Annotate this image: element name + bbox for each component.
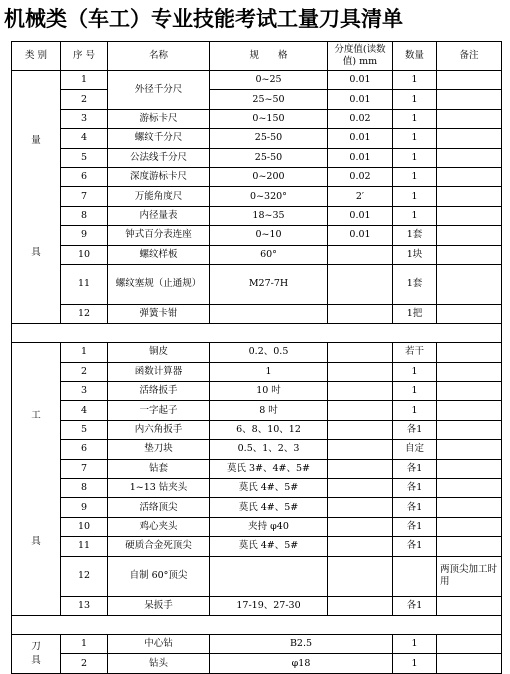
cell-remark bbox=[437, 148, 502, 167]
cell-remark bbox=[437, 634, 502, 653]
cell-remark bbox=[437, 420, 502, 439]
cell-name: 公法线千分尺 bbox=[108, 148, 210, 167]
cell-remark bbox=[437, 382, 502, 401]
cell-precision bbox=[328, 459, 393, 478]
cell-qty: 1 bbox=[393, 167, 437, 186]
cell-qty: 1 bbox=[393, 90, 437, 109]
category-label: 工 bbox=[31, 410, 41, 422]
cell-spec: 18~35 bbox=[210, 206, 328, 225]
cell-qty: 各1 bbox=[393, 498, 437, 517]
table-row bbox=[12, 109, 502, 128]
cell-name: 游标卡尺 bbox=[108, 109, 210, 128]
cell-remark bbox=[437, 654, 502, 673]
cell-spec: 0~320° bbox=[210, 187, 328, 206]
table-row bbox=[12, 479, 502, 498]
category-cutting bbox=[12, 634, 61, 673]
cell-no: 1 bbox=[61, 71, 108, 90]
table-row bbox=[12, 148, 502, 167]
cell-qty: 1套 bbox=[393, 264, 437, 304]
table-row bbox=[12, 382, 502, 401]
cell-qty: 各1 bbox=[393, 517, 437, 536]
spacer-row bbox=[12, 615, 502, 634]
spacer-cell bbox=[12, 324, 502, 343]
cell-qty: 1 bbox=[393, 187, 437, 206]
category-label: 具 bbox=[31, 247, 41, 259]
header-category: 类 别 bbox=[12, 42, 61, 71]
cell-qty: 若干 bbox=[393, 343, 437, 362]
header-qty: 数量 bbox=[393, 42, 437, 71]
cell-precision bbox=[328, 556, 393, 596]
table-row bbox=[12, 556, 502, 596]
table-row bbox=[12, 226, 502, 245]
cell-precision: 0.01 bbox=[328, 129, 393, 148]
cell-no: 2 bbox=[61, 90, 108, 109]
cell-no: 3 bbox=[61, 109, 108, 128]
table-row bbox=[12, 167, 502, 186]
cell-no: 2 bbox=[61, 654, 108, 673]
cell-name: 1~13 钻夹头 bbox=[108, 479, 210, 498]
cell-remark bbox=[437, 264, 502, 304]
cell-qty: 1 bbox=[393, 206, 437, 225]
cell-spec: 0~200 bbox=[210, 167, 328, 186]
cell-name: 螺纹塞规（止通规） bbox=[108, 264, 210, 304]
cell-precision bbox=[328, 479, 393, 498]
cell-qty bbox=[393, 556, 437, 596]
cell-no: 4 bbox=[61, 401, 108, 420]
cell-qty: 各1 bbox=[393, 420, 437, 439]
cell-spec: B2.5 bbox=[210, 634, 393, 653]
cell-name: 钻头 bbox=[108, 654, 210, 673]
table-row bbox=[12, 71, 502, 90]
cell-spec: M27-7H bbox=[210, 264, 328, 304]
cell-remark: 两顶尖加工时用 bbox=[437, 556, 502, 596]
cell-no: 9 bbox=[61, 498, 108, 517]
cell-no: 7 bbox=[61, 459, 108, 478]
page-title: 机械类（车工）专业技能考试工量刀具清单 bbox=[4, 7, 403, 31]
cell-precision bbox=[328, 537, 393, 556]
cell-spec: 25~50 bbox=[210, 90, 328, 109]
cell-remark bbox=[437, 90, 502, 109]
header-seq: 序 号 bbox=[61, 42, 108, 71]
cell-precision bbox=[328, 420, 393, 439]
cell-remark bbox=[437, 459, 502, 478]
cell-remark bbox=[437, 479, 502, 498]
cell-precision: 0.01 bbox=[328, 90, 393, 109]
cell-remark bbox=[437, 517, 502, 536]
cell-precision: 0.02 bbox=[328, 167, 393, 186]
cell-precision: 2′ bbox=[328, 187, 393, 206]
cell-no: 5 bbox=[61, 148, 108, 167]
cell-qty: 1 bbox=[393, 382, 437, 401]
cell-qty: 各1 bbox=[393, 596, 437, 615]
cell-spec: 1 bbox=[210, 362, 328, 381]
cell-precision bbox=[328, 362, 393, 381]
cell-qty: 1 bbox=[393, 362, 437, 381]
cell-name: 外径千分尺 bbox=[108, 71, 210, 110]
category-tools bbox=[12, 343, 61, 616]
cell-no: 10 bbox=[61, 517, 108, 536]
cell-no: 10 bbox=[61, 245, 108, 264]
cell-precision bbox=[328, 382, 393, 401]
table-row bbox=[12, 517, 502, 536]
table-row bbox=[12, 264, 502, 304]
cell-remark bbox=[437, 498, 502, 517]
cell-name: 弹簧卡钳 bbox=[108, 304, 210, 323]
table-row bbox=[12, 187, 502, 206]
header-remark: 备注 bbox=[437, 42, 502, 71]
table-row bbox=[12, 634, 502, 653]
cell-name: 钻套 bbox=[108, 459, 210, 478]
cell-name: 钟式百分表连座 bbox=[108, 226, 210, 245]
cell-qty: 1 bbox=[393, 129, 437, 148]
cell-qty: 各1 bbox=[393, 479, 437, 498]
cell-qty: 1把 bbox=[393, 304, 437, 323]
table-row bbox=[12, 401, 502, 420]
cell-qty: 1套 bbox=[393, 226, 437, 245]
cell-name: 内径量表 bbox=[108, 206, 210, 225]
table-row bbox=[12, 362, 502, 381]
cell-qty: 各1 bbox=[393, 537, 437, 556]
cell-no: 11 bbox=[61, 537, 108, 556]
cell-no: 12 bbox=[61, 304, 108, 323]
cell-spec: 0~150 bbox=[210, 109, 328, 128]
table-row bbox=[12, 537, 502, 556]
cell-precision bbox=[328, 440, 393, 459]
cell-precision: 0.01 bbox=[328, 206, 393, 225]
cell-name: 铜皮 bbox=[108, 343, 210, 362]
cell-name: 呆扳手 bbox=[108, 596, 210, 615]
cell-spec bbox=[210, 556, 328, 596]
cell-spec: 莫氏 3#、4#、5# bbox=[210, 459, 328, 478]
cell-no: 9 bbox=[61, 226, 108, 245]
cell-precision: 0.02 bbox=[328, 109, 393, 128]
cell-precision: 0.01 bbox=[328, 148, 393, 167]
cell-qty: 1 bbox=[393, 109, 437, 128]
cell-qty: 1 bbox=[393, 401, 437, 420]
table-row bbox=[12, 206, 502, 225]
cell-name: 活络顶尖 bbox=[108, 498, 210, 517]
cell-no: 2 bbox=[61, 362, 108, 381]
cell-name: 内六角扳手 bbox=[108, 420, 210, 439]
table-row bbox=[12, 459, 502, 478]
cell-remark bbox=[437, 167, 502, 186]
cell-spec: 60° bbox=[210, 245, 328, 264]
cell-qty: 1块 bbox=[393, 245, 437, 264]
cell-name: 硬质合金死顶尖 bbox=[108, 537, 210, 556]
cell-spec: 6、8、10、12 bbox=[210, 420, 328, 439]
cell-no: 4 bbox=[61, 129, 108, 148]
category-label: 刀 bbox=[31, 640, 41, 652]
cell-qty: 1 bbox=[393, 148, 437, 167]
cell-no: 7 bbox=[61, 187, 108, 206]
cell-precision bbox=[328, 498, 393, 517]
cell-spec bbox=[210, 304, 328, 323]
table-row bbox=[12, 129, 502, 148]
cell-spec: 0~25 bbox=[210, 71, 328, 90]
cell-remark bbox=[437, 187, 502, 206]
cell-qty: 1 bbox=[393, 71, 437, 90]
cell-name: 活络扳手 bbox=[108, 382, 210, 401]
cell-precision bbox=[328, 245, 393, 264]
cell-name: 一字起子 bbox=[108, 401, 210, 420]
tool-list-table bbox=[11, 41, 502, 674]
cell-qty: 1 bbox=[393, 654, 437, 673]
cell-spec: 8 吋 bbox=[210, 401, 328, 420]
cell-no: 6 bbox=[61, 167, 108, 186]
spacer-row bbox=[12, 324, 502, 343]
cell-remark bbox=[437, 401, 502, 420]
cell-precision: 0.01 bbox=[328, 71, 393, 90]
cell-name: 中心钻 bbox=[108, 634, 210, 653]
table-row bbox=[12, 654, 502, 673]
cell-name: 螺纹样板 bbox=[108, 245, 210, 264]
table-row bbox=[12, 245, 502, 264]
cell-name: 鸡心夹头 bbox=[108, 517, 210, 536]
cell-no: 5 bbox=[61, 420, 108, 439]
cell-spec: 10 吋 bbox=[210, 382, 328, 401]
cell-qty: 1 bbox=[393, 634, 437, 653]
cell-remark bbox=[437, 129, 502, 148]
cell-spec: 莫氏 4#、5# bbox=[210, 498, 328, 517]
category-label: 具 bbox=[31, 536, 41, 548]
table-row bbox=[12, 596, 502, 615]
category-label: 量 bbox=[31, 135, 41, 147]
cell-remark bbox=[437, 71, 502, 90]
cell-spec: φ18 bbox=[210, 654, 393, 673]
cell-name: 函数计算器 bbox=[108, 362, 210, 381]
cell-no: 13 bbox=[61, 596, 108, 615]
cell-no: 3 bbox=[61, 382, 108, 401]
header-row bbox=[12, 42, 502, 71]
cell-precision bbox=[328, 343, 393, 362]
cell-spec: 0.2、0.5 bbox=[210, 343, 328, 362]
cell-no: 1 bbox=[61, 634, 108, 653]
cell-name: 螺纹千分尺 bbox=[108, 129, 210, 148]
cell-spec: 莫氏 4#、5# bbox=[210, 479, 328, 498]
cell-qty: 各1 bbox=[393, 459, 437, 478]
header-name: 名称 bbox=[108, 42, 210, 71]
spacer-cell bbox=[12, 615, 502, 634]
cell-no: 1 bbox=[61, 343, 108, 362]
table-row bbox=[12, 90, 502, 109]
cell-name: 万能角度尺 bbox=[108, 187, 210, 206]
category-measuring bbox=[12, 71, 61, 324]
category-label: 具 bbox=[31, 654, 41, 666]
cell-no: 6 bbox=[61, 440, 108, 459]
cell-name: 垫刀块 bbox=[108, 440, 210, 459]
cell-spec: 莫氏 4#、5# bbox=[210, 537, 328, 556]
cell-spec: 17-19、27-30 bbox=[210, 596, 328, 615]
cell-precision bbox=[328, 517, 393, 536]
header-precision: 分度值(读数值) mm bbox=[328, 42, 393, 71]
cell-remark bbox=[437, 226, 502, 245]
header-spec: 规 格 bbox=[210, 42, 328, 71]
cell-no: 8 bbox=[61, 206, 108, 225]
cell-precision bbox=[328, 401, 393, 420]
cell-precision bbox=[328, 304, 393, 323]
table-row bbox=[12, 440, 502, 459]
table-row bbox=[12, 343, 502, 362]
cell-remark bbox=[437, 596, 502, 615]
cell-remark bbox=[437, 362, 502, 381]
table-row bbox=[12, 498, 502, 517]
cell-remark bbox=[437, 206, 502, 225]
cell-no: 12 bbox=[61, 556, 108, 596]
cell-precision bbox=[328, 264, 393, 304]
cell-spec: 夹持 φ40 bbox=[210, 517, 328, 536]
table-row bbox=[12, 420, 502, 439]
cell-spec: 25-50 bbox=[210, 148, 328, 167]
cell-remark bbox=[437, 109, 502, 128]
cell-remark bbox=[437, 440, 502, 459]
cell-remark bbox=[437, 245, 502, 264]
cell-qty: 自定 bbox=[393, 440, 437, 459]
cell-remark bbox=[437, 304, 502, 323]
cell-precision: 0.01 bbox=[328, 226, 393, 245]
cell-remark bbox=[437, 343, 502, 362]
table-row bbox=[12, 304, 502, 323]
cell-spec: 0.5、1、2、3 bbox=[210, 440, 328, 459]
cell-name: 自制 60°顶尖 bbox=[108, 556, 210, 596]
cell-name: 深度游标卡尺 bbox=[108, 167, 210, 186]
cell-precision bbox=[328, 596, 393, 615]
cell-remark bbox=[437, 537, 502, 556]
cell-spec: 0~10 bbox=[210, 226, 328, 245]
cell-no: 8 bbox=[61, 479, 108, 498]
cell-no: 11 bbox=[61, 264, 108, 304]
cell-spec: 25-50 bbox=[210, 129, 328, 148]
